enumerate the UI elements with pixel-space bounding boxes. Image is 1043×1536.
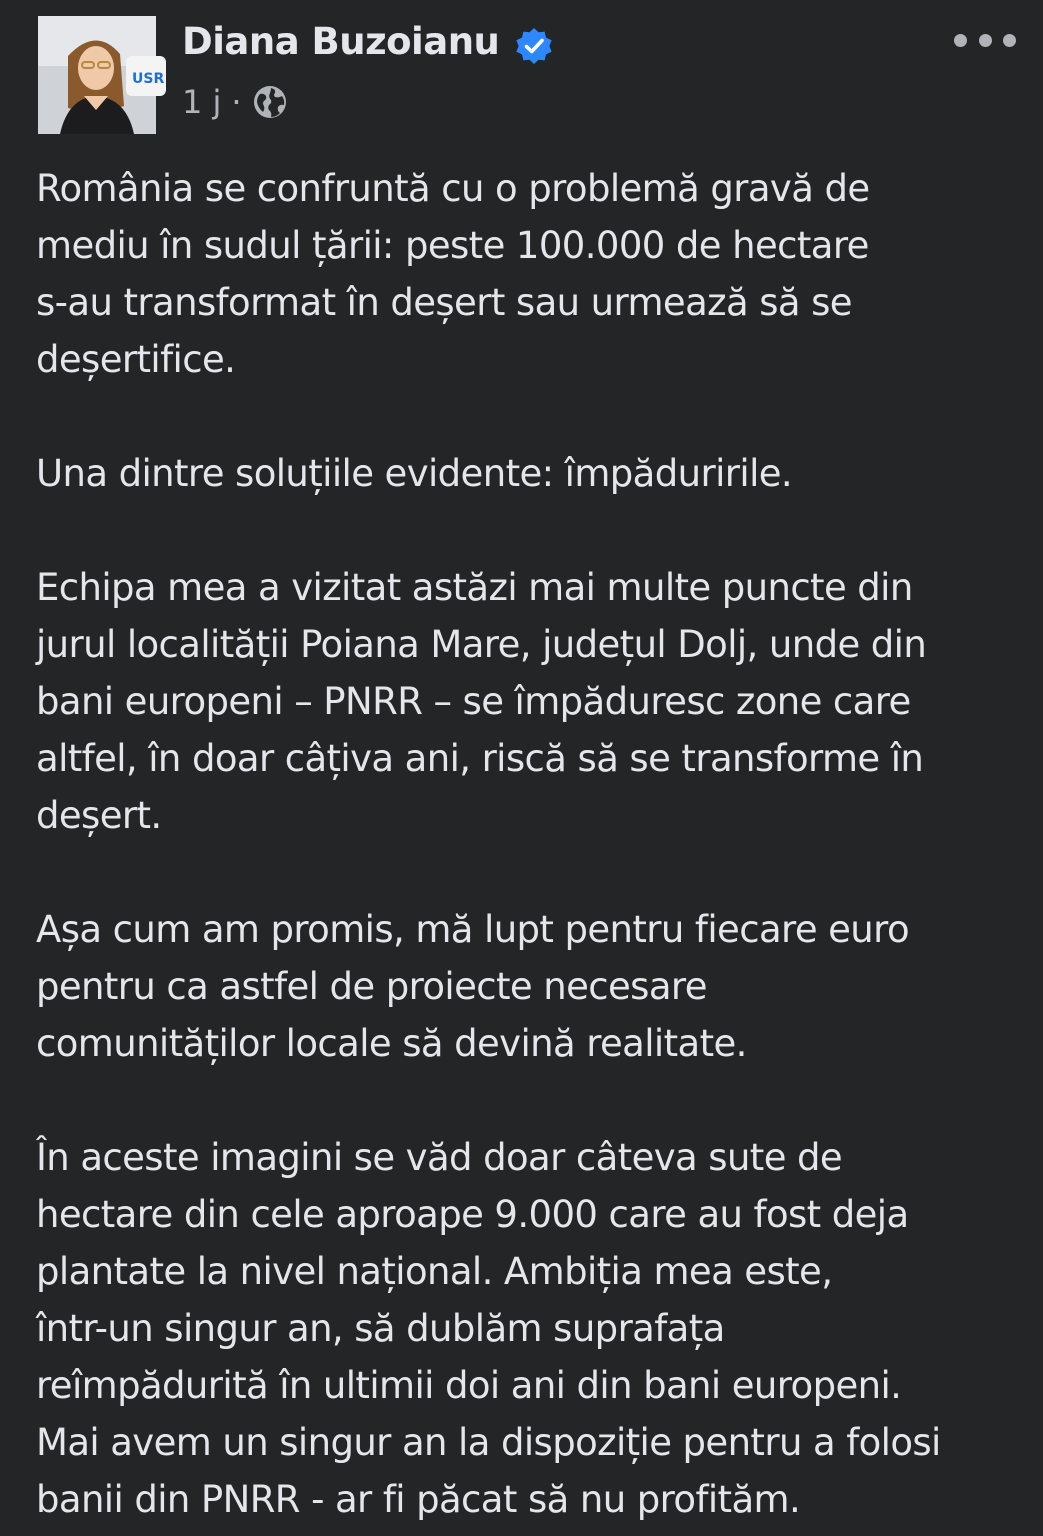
post-paragraph: România se confruntă cu o problemă gravă de mediu în sudul țării: peste 100.000 de hectare s-au transformat în deșert sau urmează să se deșertifice. [36, 167, 870, 381]
author-name[interactable]: Diana Buzoianu [182, 20, 500, 63]
meta-separator: · [231, 83, 242, 121]
post-timestamp[interactable]: 1 j [182, 83, 222, 121]
post-paragraph: În aceste imagini se văd doar câteva sute de hectare din cele aproape 9.000 care au fost deja plantate la nivel național. Ambiția mea este, într-un singur an, să dublăm suprafața reîmpădurită în ultimii doi ani din bani europeni. Mai avem un singur an la dispoziție pentru a folosi banii din PNRR - ar fi păcat să nu profităm. [36, 1136, 941, 1521]
svg-text:USR: USR [132, 71, 165, 87]
more-options-icon[interactable] [954, 28, 1016, 52]
more-dot [954, 34, 967, 47]
more-dot [1003, 34, 1016, 47]
verified-badge-icon [514, 26, 554, 66]
more-dot [979, 34, 992, 47]
avatar-photo [38, 16, 165, 134]
avatar[interactable] [38, 16, 165, 134]
post-paragraph: Una dintre soluțiile evidente: împăduririle. [36, 452, 793, 495]
post-paragraph: Echipa mea a vizitat astăzi mai multe puncte din jurul localității Poiana Mare, județul Dolj, unde din bani europeni – PNRR – se împăduresc zone care altfel, în doar câțiva ani, riscă să se transforme în deșert. [36, 566, 927, 837]
post-text [36, 160, 1016, 1528]
post-meta [182, 82, 288, 122]
post-paragraph: Așa cum am promis, mă lupt pentru fiecare euro pentru ca astfel de proiecte necesare comunităților locale să devină realitate. [36, 908, 909, 1065]
post-header [38, 16, 1018, 136]
globe-icon[interactable] [252, 84, 288, 120]
